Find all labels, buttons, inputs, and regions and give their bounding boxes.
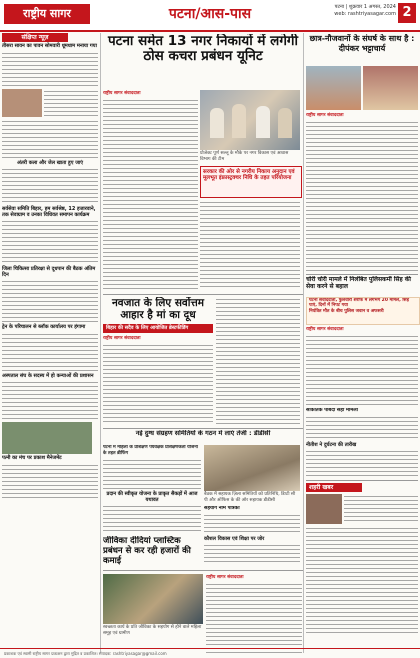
bottom-text-body — [206, 582, 302, 654]
mid-right-text-body — [306, 415, 418, 441]
date-line — [318, 4, 396, 18]
right-top-photo — [306, 66, 361, 110]
mid-right-text-body — [306, 449, 418, 477]
brief-text — [2, 167, 98, 205]
section-divider — [306, 274, 418, 275]
brief-text — [2, 119, 98, 159]
lead-text — [103, 98, 198, 290]
mid-left-subhead: बिहार की सदैव के लिए आयोजित ब्रेस्टफीडिंग — [103, 324, 213, 333]
bottom-photo — [103, 574, 203, 624]
right-top-photos — [306, 66, 418, 110]
brief-headline: अंतरी कला और जेल खाता हुए जाएं — [17, 159, 83, 166]
mid-right-subitem: नीतीश ने दुर्घटना की तारीख — [306, 441, 357, 448]
center-lower-left — [103, 445, 201, 533]
center-lower-text — [204, 513, 300, 535]
brief-text — [2, 332, 98, 372]
section-divider — [103, 294, 303, 295]
site-text: web: rashtriyasagar.com — [334, 11, 396, 17]
date-text: पटना | शुक्रवार 1 अगस्त, 2024 — [334, 4, 396, 10]
center-lower-headline-block — [103, 430, 303, 444]
center-lower-photo — [204, 445, 300, 491]
masthead — [0, 0, 420, 32]
brief-text — [2, 51, 98, 87]
brief-headline: ट्रेन के परिचालन से ब्लॉक कार्यालय पर हंगामा — [2, 324, 86, 330]
bottom-right-text — [344, 494, 418, 524]
center-lower-text — [204, 543, 300, 565]
section-divider — [306, 480, 418, 481]
right-top-headline-block — [306, 34, 418, 64]
bottom-headline-block — [103, 536, 201, 568]
briefs-label: संक्षिप्त न्यूज़ — [2, 33, 68, 42]
center-lower-text — [103, 504, 201, 533]
brief-photo — [2, 89, 42, 117]
center-lower-subhead: सहयोग नाम पत्रिका — [204, 506, 240, 511]
bottom-byline: राष्ट्रीय सागर संवाददाता — [206, 575, 244, 580]
right-top-photo — [363, 66, 418, 110]
mid-right-kickers — [306, 297, 420, 325]
lead-text-left — [103, 90, 198, 290]
bottom-right-block — [306, 483, 418, 633]
mid-right-text-body — [306, 334, 418, 406]
mid-left-headline: नवजात के लिए सर्वोत्तम आहार है मां का दूध — [111, 297, 205, 321]
center-lower-right — [204, 506, 300, 568]
section-divider — [103, 428, 303, 429]
lead-photo-caption: प्रोजेक्ट पूर्ण सल्लू के मौके पर नगर विकास एवं आवास विभाग की टीम — [200, 151, 289, 162]
footer-rule — [0, 648, 420, 649]
bottom-right-photo — [306, 494, 342, 524]
mid-left-text — [103, 335, 213, 425]
mid-left-byline: राष्ट्रीय सागर संवाददाता — [103, 336, 141, 341]
footer-imprint: प्रकाशक एवं स्वामी राष्ट्रीय सागर प्रकाशन द्वारा मुद्रित व प्रकाशित। संपादक: rashtriyasagar@gmail.com — [4, 651, 167, 656]
brief-text — [44, 89, 98, 117]
lead-byline: राष्ट्रीय सागर संवाददाता — [103, 91, 141, 96]
brief-headline: पत्नी का मंच पर प्रकाश मैनेजमेंट — [2, 455, 62, 461]
center-lower-headline: नई दुग्ध संग्रहण समितियों के गठन में लाएं तेजी : डीडीसी — [135, 430, 271, 437]
brief-text — [2, 219, 98, 265]
mid-right-headline-block — [306, 276, 418, 296]
lead-subhead: सरकार की ओर से नगरीय निकाय अनुदान एवं मूलभूत इंफ्रास्ट्रक्चर निधि के तहत परियोजना — [203, 169, 295, 182]
mid-left-text-body — [103, 343, 213, 425]
column-divider — [100, 33, 101, 653]
right-top-text-body — [306, 120, 418, 272]
brand-logo: राष्ट्रीय सागर — [4, 4, 90, 24]
center-lower-text — [103, 458, 201, 490]
brief-headline: अस्पताल संघ के सदस्य में हो कन्याओं की प्रशासन — [2, 372, 94, 379]
mid-right-text — [306, 326, 418, 406]
section-divider — [103, 570, 303, 571]
right-top-byline: राष्ट्रीय सागर संवाददाता — [306, 113, 344, 118]
lead-photo — [200, 90, 300, 150]
bottom-right-text — [306, 526, 418, 633]
brief-text — [2, 380, 98, 420]
mid-right-headline: चोरी चोरी मामले में निलंबित पुलिसकर्मी सिंह की सेवा करने से बहाल — [306, 276, 411, 290]
center-lower-caption: पटना में महिला के प्रशिक्षण पर्यवेक्षक प्रशिक्षणकर्ता योजना के तहत ब्रीफिंग — [103, 445, 198, 456]
mid-right-kicker: नियंत्रित मौत के बीच पुलिस जवान व अफसरी — [309, 308, 384, 314]
center-lower-photo-caption: बैठक में सहायक ज़िला समितियों को प्रतिनिधि, डिप्टी सी पी और ऑफिस के की ओर सहायक डीडीसी — [204, 492, 296, 503]
brief-text — [2, 463, 98, 499]
bottom-photo-caption: स्वच्छता कार्य के प्रति जीविका के सहयोग से होने वाले महिला समूह एवं ग्रामीण — [103, 625, 202, 636]
bottom-text — [206, 574, 302, 654]
column-divider — [303, 33, 304, 653]
right-top-text — [306, 112, 418, 272]
mid-right-sub — [306, 408, 418, 478]
bottom-right-label: शहरी खबर — [306, 483, 362, 492]
briefs-column — [2, 33, 98, 633]
bottom-headline: जीविका दीदियां प्लास्टिक प्रबंधन से कर रही हजारों की कमाई — [103, 536, 191, 566]
brief-text — [2, 279, 98, 323]
mid-right-byline: राष्ट्रीय सागर संवाददाता — [306, 327, 344, 332]
mid-left-text-body — [216, 297, 300, 425]
page-number: 2 — [398, 3, 416, 23]
center-lower-subhead: कौशल विकास एवं शिक्षा पर जोर — [204, 535, 265, 542]
brief-headline: तीसरा सावन का पावन सोमवारी धूमधाम मनाया गया — [2, 43, 97, 49]
right-top-headline: छात्र-नौजवानों के संघर्ष के साथ है : दीपंकर भट्टाचार्य — [309, 34, 415, 53]
center-lower-subhead: प्रदान की स्वीकृत योजना के प्राकृत सैकड़ों में आज यथावत — [106, 491, 198, 503]
section-title: पटना/आस-पास — [168, 6, 252, 22]
lead-text — [200, 200, 300, 290]
mid-right-kicker: पटना संवाददाता, फुलवारी शरीफ में लगभग 20 मामले, सिंह पाएं, दिनों में निपट गया — [309, 298, 409, 308]
brief-headline: जिला चिकित्सा प्रतिरक्षा से दूधपान की बैठक अंतिम दिन — [2, 266, 96, 278]
brief-headline: सर्वसेवा समिति बिहार, हम सर्वश्रेष्ठ, 12 हजारवाने, तक सेवाग्राम व उनका विधिवत समापन कार्यक्रम — [2, 206, 96, 218]
lead-subhead-box — [200, 166, 302, 198]
mid-right-subitem: सांकेतिक पाबंदी सही मामला — [306, 408, 358, 413]
brief-photo — [2, 422, 92, 454]
lead-headline-block — [103, 34, 303, 84]
lead-headline: पटना समेत 13 नगर निकायों में लगेगी ठोस कचरा प्रबंधन यूनिट — [107, 34, 299, 64]
